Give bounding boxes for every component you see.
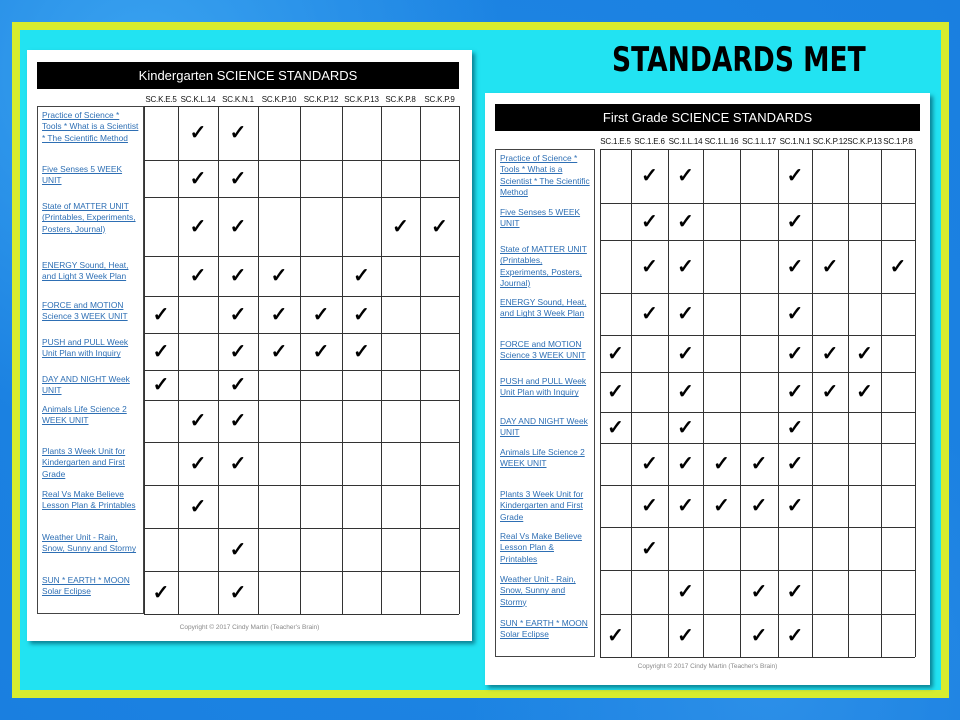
grid-divider (600, 203, 915, 204)
grid-divider (600, 293, 915, 294)
grid-divider (459, 106, 460, 614)
checkmark-icon: ✓ (607, 342, 624, 365)
checkmark-icon: ✓ (713, 495, 730, 517)
grid-divider (144, 106, 459, 107)
unit-link[interactable]: State of MATTER UNIT (Printables, Experiments, Posters, Journal) (42, 201, 136, 234)
grid-divider (420, 106, 421, 614)
grid-divider (258, 106, 259, 614)
checkmark-icon: ✓ (821, 255, 839, 278)
checkmark-icon: ✓ (392, 215, 409, 238)
column-header: SC.K.P.12 (812, 137, 848, 146)
first-grade-standards-sheet (485, 93, 930, 685)
column-header: SC.K.P.13 (847, 137, 882, 146)
grid-divider (600, 372, 915, 373)
unit-link[interactable]: PUSH and PULL Week Unit Plan with Inquiry (500, 376, 587, 398)
unit-link[interactable]: Weather Unit - Rain, Snow, Sunny and Stormy (500, 574, 576, 607)
page-headline: STANDARDS MET (612, 40, 866, 80)
checkmark-icon: ✓ (270, 303, 288, 326)
checkmark-icon: ✓ (312, 340, 330, 363)
checkmark-icon: ✓ (229, 122, 247, 144)
grid-divider (600, 335, 915, 336)
unit-link[interactable]: Weather Unit - Rain, Snow, Sunny and Stormy (42, 532, 137, 554)
column-header: SC.K.P.12 (303, 95, 339, 104)
grid-divider (600, 149, 601, 657)
column-header: SC.1.L.14 (668, 137, 703, 146)
checkmark-icon: ✓ (677, 165, 694, 187)
grid-divider (144, 614, 459, 615)
checkmark-icon: ✓ (229, 452, 247, 475)
column-header: SC.K.P.8 (385, 95, 416, 104)
checkmark-icon: ✓ (353, 265, 370, 287)
checkmark-icon: ✓ (677, 624, 694, 647)
checkmark-icon: ✓ (229, 265, 247, 287)
unit-link[interactable]: Animals Life Science 2 WEEK UNIT (500, 447, 585, 469)
checkmark-icon: ✓ (270, 265, 288, 287)
unit-link[interactable]: Practice of Science * Tools * What is a Scientist * The Scientific Method (42, 110, 139, 143)
checkmark-icon: ✓ (786, 165, 804, 187)
grid-divider (144, 256, 459, 257)
kindergarten-copyright: Copyright © 2017 Cindy Martin (Teacher's Brain) (179, 624, 320, 631)
grid-divider (703, 149, 704, 657)
unit-link[interactable]: DAY AND NIGHT Week UNIT (42, 374, 130, 396)
checkmark-icon: ✓ (677, 342, 694, 365)
grid-divider (600, 657, 915, 658)
grid-divider (144, 571, 459, 572)
checkmark-icon: ✓ (641, 303, 658, 325)
checkmark-icon: ✓ (152, 340, 170, 363)
checkmark-icon: ✓ (750, 453, 768, 475)
grid-divider (178, 106, 179, 614)
checkmark-icon: ✓ (152, 303, 170, 326)
column-header: SC.1.P.8 (883, 137, 913, 146)
grid-divider (600, 485, 915, 486)
unit-link[interactable]: PUSH and PULL Week Unit Plan with Inquiry (42, 337, 129, 359)
checkmark-icon: ✓ (786, 581, 804, 603)
grid-divider (812, 149, 813, 657)
grid-divider (300, 106, 301, 614)
grid-divider (600, 614, 915, 615)
checkmark-icon: ✓ (641, 537, 658, 560)
checkmark-icon: ✓ (677, 581, 694, 603)
unit-link[interactable]: State of MATTER UNIT (Printables, Experiments, Posters, Journal) (500, 244, 587, 288)
checkmark-icon: ✓ (821, 342, 839, 365)
grid-divider (381, 106, 382, 614)
column-header: SC.1.E.5 (600, 137, 631, 146)
first-grade-title-bar: First Grade SCIENCE STANDARDS (495, 104, 920, 131)
checkmark-icon: ✓ (677, 255, 694, 278)
checkmark-icon: ✓ (786, 303, 804, 325)
column-header: SC.K.E.5 (145, 95, 177, 104)
unit-link[interactable]: SUN * EARTH * MOON Solar Eclipse (500, 618, 588, 640)
unit-link[interactable]: Real Vs Make Believe Lesson Plan & Printables (500, 531, 582, 564)
first-grade-copyright: Copyright © 2017 Cindy Martin (Teacher's Brain) (637, 663, 778, 670)
checkmark-icon: ✓ (856, 342, 873, 365)
checkmark-icon: ✓ (856, 381, 873, 403)
checkmark-icon: ✓ (189, 452, 207, 475)
grid-divider (600, 570, 915, 571)
checkmark-icon: ✓ (750, 495, 768, 517)
checkmark-icon: ✓ (189, 122, 207, 144)
grid-divider (144, 106, 145, 614)
checkmark-icon: ✓ (786, 342, 804, 365)
checkmark-icon: ✓ (431, 215, 448, 238)
column-header: SC.1.E.6 (634, 137, 665, 146)
checkmark-icon: ✓ (229, 167, 247, 190)
checkmark-icon: ✓ (607, 416, 624, 439)
checkmark-icon: ✓ (189, 410, 207, 432)
checkmark-icon: ✓ (353, 303, 370, 326)
checkmark-icon: ✓ (750, 581, 768, 603)
checkmark-icon: ✓ (889, 255, 907, 278)
checkmark-icon: ✓ (229, 303, 247, 326)
grid-divider (144, 528, 459, 529)
checkmark-icon: ✓ (607, 381, 624, 403)
checkmark-icon: ✓ (607, 624, 624, 647)
column-header: SC.K.P.13 (344, 95, 379, 104)
checkmark-icon: ✓ (786, 453, 804, 475)
checkmark-icon: ✓ (786, 495, 804, 517)
checkmark-icon: ✓ (786, 255, 804, 278)
checkmark-icon: ✓ (641, 255, 658, 278)
checkmark-icon: ✓ (750, 624, 768, 647)
checkmark-icon: ✓ (152, 374, 170, 396)
checkmark-icon: ✓ (677, 381, 694, 403)
checkmark-icon: ✓ (821, 381, 839, 403)
unit-link[interactable]: ENERGY Sound, Heat, and Light 3 Week Plan (42, 260, 129, 282)
grid-divider (144, 160, 459, 161)
grid-divider (600, 149, 915, 150)
column-header: SC.K.L.14 (180, 95, 216, 104)
checkmark-icon: ✓ (786, 381, 804, 403)
checkmark-icon: ✓ (786, 416, 804, 439)
checkmark-icon: ✓ (152, 581, 170, 604)
kindergarten-title-bar: Kindergarten SCIENCE STANDARDS (37, 62, 459, 89)
checkmark-icon: ✓ (189, 167, 207, 190)
grid-divider (218, 106, 219, 614)
grid-divider (600, 443, 915, 444)
grid-divider (600, 527, 915, 528)
column-header: SC.1.L.16 (704, 137, 739, 146)
unit-link[interactable]: Animals Life Science 2 WEEK UNIT (42, 404, 127, 426)
grid-divider (144, 485, 459, 486)
unit-link[interactable]: ENERGY Sound, Heat, and Light 3 Week Plan (500, 297, 587, 319)
unit-link[interactable]: Plants 3 Week Unit for Kindergarten and First Grade (500, 489, 584, 522)
checkmark-icon: ✓ (786, 210, 804, 233)
checkmark-icon: ✓ (641, 453, 658, 475)
grid-divider (600, 412, 915, 413)
grid-divider (778, 149, 779, 657)
grid-divider (144, 400, 459, 401)
unit-link[interactable]: FORCE and MOTION Science 3 WEEK UNIT (500, 339, 586, 361)
unit-link[interactable]: Plants 3 Week Unit for Kindergarten and First Grade (42, 446, 126, 479)
column-header: SC.K.N.1 (222, 95, 254, 104)
checkmark-icon: ✓ (229, 538, 247, 561)
column-header: SC.1.N.1 (779, 137, 811, 146)
checkmark-icon: ✓ (677, 303, 694, 325)
grid-divider (848, 149, 849, 657)
checkmark-icon: ✓ (713, 453, 730, 475)
checkmark-icon: ✓ (229, 581, 247, 604)
grid-divider (144, 370, 459, 371)
checkmark-icon: ✓ (312, 303, 330, 326)
checkmark-icon: ✓ (677, 416, 694, 439)
checkmark-icon: ✓ (229, 410, 247, 432)
checkmark-icon: ✓ (229, 340, 247, 363)
kindergarten-standards-sheet (27, 50, 472, 641)
checkmark-icon: ✓ (677, 495, 694, 517)
grid-divider (144, 296, 459, 297)
grid-divider (144, 333, 459, 334)
checkmark-icon: ✓ (353, 340, 370, 363)
checkmark-icon: ✓ (189, 265, 207, 287)
unit-link[interactable]: SUN * EARTH * MOON Solar Eclipse (42, 575, 130, 597)
grid-divider (144, 442, 459, 443)
checkmark-icon: ✓ (786, 624, 804, 647)
checkmark-icon: ✓ (641, 495, 658, 517)
column-header: SC.1.L.17 (742, 137, 776, 146)
checkmark-icon: ✓ (189, 495, 207, 518)
checkmark-icon: ✓ (229, 374, 247, 396)
column-header: SC.K.P.9 (424, 95, 455, 104)
unit-link[interactable]: Real Vs Make Believe Lesson Plan & Printables (42, 489, 136, 511)
grid-divider (631, 149, 632, 657)
grid-divider (144, 197, 459, 198)
checkmark-icon: ✓ (677, 210, 694, 233)
unit-link[interactable]: FORCE and MOTION Science 3 WEEK UNIT (42, 300, 128, 322)
grid-divider (600, 240, 915, 241)
grid-divider (740, 149, 741, 657)
unit-link[interactable]: DAY AND NIGHT Week UNIT (500, 416, 588, 438)
grid-divider (915, 149, 916, 657)
checkmark-icon: ✓ (189, 215, 207, 238)
column-header: SC.K.P.10 (261, 95, 297, 104)
checkmark-icon: ✓ (270, 340, 288, 363)
checkmark-icon: ✓ (641, 165, 658, 187)
grid-divider (342, 106, 343, 614)
unit-link[interactable]: Five Senses 5 WEEK UNIT (42, 164, 123, 186)
checkmark-icon: ✓ (229, 215, 247, 238)
checkmark-icon: ✓ (677, 453, 694, 475)
grid-divider (881, 149, 882, 657)
grid-divider (668, 149, 669, 657)
unit-link[interactable]: Practice of Science * Tools * What is a Scientist * The Scientific Method (500, 153, 590, 197)
checkmark-icon: ✓ (641, 210, 658, 233)
unit-link[interactable]: Five Senses 5 WEEK UNIT (500, 207, 581, 229)
